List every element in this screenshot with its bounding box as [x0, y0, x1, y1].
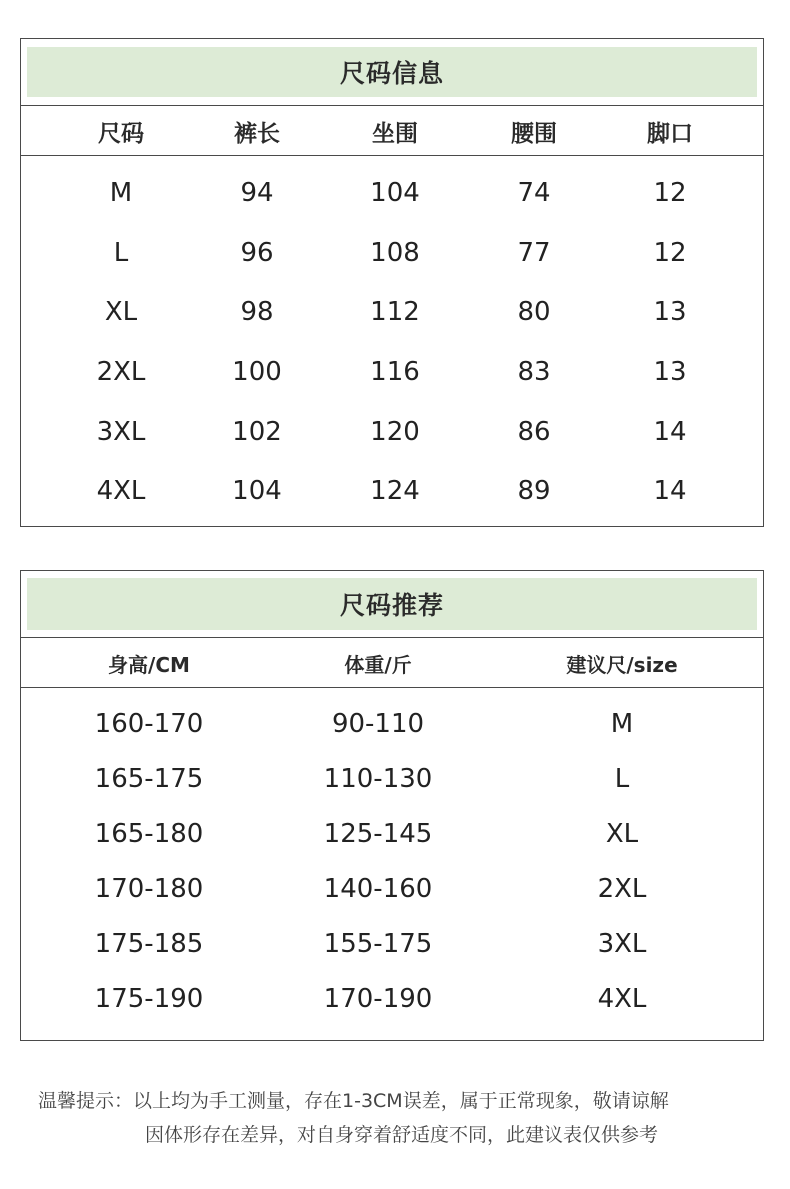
header-hip: 坐围: [372, 120, 418, 147]
cell-pants-length: 98: [240, 297, 274, 328]
table-row: [21, 806, 763, 861]
cell-height: 165-175: [94, 763, 204, 794]
size-recommend-header-row: [21, 639, 763, 687]
size-info-rows: [21, 163, 763, 521]
table-row: [21, 163, 763, 223]
cell-waist: 89: [517, 476, 551, 507]
cell-size: M: [109, 177, 133, 208]
cell-suggested-size: XL: [605, 818, 639, 849]
table-row: [21, 342, 763, 402]
table-row: [21, 861, 763, 916]
cell-size: XL: [104, 297, 138, 328]
cell-suggested-size: 2XL: [597, 873, 647, 904]
cell-suggested-size: 4XL: [597, 983, 647, 1014]
cell-waist: 77: [517, 237, 551, 268]
cell-waist: 80: [517, 297, 551, 328]
table-row: [21, 223, 763, 283]
size-recommend-table: [20, 570, 764, 1041]
cell-pants-length: 100: [232, 356, 282, 387]
cell-height: 170-180: [94, 873, 204, 904]
cell-waist: 83: [517, 356, 551, 387]
table-row: [21, 751, 763, 806]
cell-size: L: [113, 237, 129, 268]
cell-suggested-size: 3XL: [597, 928, 647, 959]
cell-leg-opening: 14: [653, 476, 687, 507]
cell-weight: 110-130: [323, 763, 433, 794]
table-row: [21, 971, 763, 1026]
cell-hip: 124: [370, 476, 420, 507]
cell-leg-opening: 12: [653, 237, 687, 268]
size-recommend-rows: [21, 696, 763, 1026]
cell-pants-length: 94: [240, 177, 274, 208]
header-waist: 腰围: [511, 120, 557, 147]
cell-height: 160-170: [94, 708, 204, 739]
cell-suggested-size: M: [610, 708, 634, 739]
table-row: [21, 461, 763, 521]
cell-weight: 90-110: [331, 708, 425, 739]
cell-height: 175-190: [94, 983, 204, 1014]
cell-waist: 86: [517, 416, 551, 447]
cell-hip: 104: [370, 177, 420, 208]
notice-line-2: 因体形存在差异，对自身穿着舒适度不同，此建议表仅供参考: [145, 1124, 659, 1146]
header-size: 尺码: [98, 120, 144, 147]
cell-height: 175-185: [94, 928, 204, 959]
size-info-table: [20, 38, 764, 527]
header-leg-opening: 脚口: [647, 120, 693, 147]
cell-leg-opening: 12: [653, 177, 687, 208]
notice-line-1: 温馨提示：以上均为手工测量，存在1-3CM误差，属于正常现象，敬请谅解: [38, 1090, 669, 1112]
table-row: [21, 916, 763, 971]
header-pants-length: 裤长: [234, 120, 280, 147]
cell-waist: 74: [517, 177, 551, 208]
cell-pants-length: 96: [240, 237, 274, 268]
cell-weight: 170-190: [323, 983, 433, 1014]
divider: [21, 155, 763, 156]
cell-leg-opening: 13: [653, 356, 687, 387]
cell-weight: 125-145: [323, 818, 433, 849]
table-row: [21, 282, 763, 342]
cell-pants-length: 104: [232, 476, 282, 507]
cell-hip: 116: [370, 356, 420, 387]
table-row: [21, 696, 763, 751]
divider: [21, 637, 763, 638]
header-suggested-size: 建议尺/size: [566, 652, 678, 677]
divider: [21, 105, 763, 106]
cell-hip: 112: [370, 297, 420, 328]
cell-size: 3XL: [96, 416, 146, 447]
cell-weight: 140-160: [323, 873, 433, 904]
size-info-header-row: [21, 107, 763, 155]
table-row: [21, 402, 763, 462]
size-info-title: 尺码信息: [27, 47, 757, 97]
cell-size: 2XL: [96, 356, 146, 387]
divider: [21, 687, 763, 688]
cell-hip: 108: [370, 237, 420, 268]
cell-hip: 120: [370, 416, 420, 447]
header-height: 身高/CM: [108, 652, 190, 677]
size-recommend-title: 尺码推荐: [27, 578, 757, 630]
header-weight: 体重/斤: [344, 652, 412, 677]
cell-suggested-size: L: [614, 763, 630, 794]
cell-pants-length: 102: [232, 416, 282, 447]
cell-weight: 155-175: [323, 928, 433, 959]
cell-leg-opening: 13: [653, 297, 687, 328]
cell-height: 165-180: [94, 818, 204, 849]
cell-size: 4XL: [96, 476, 146, 507]
cell-leg-opening: 14: [653, 416, 687, 447]
